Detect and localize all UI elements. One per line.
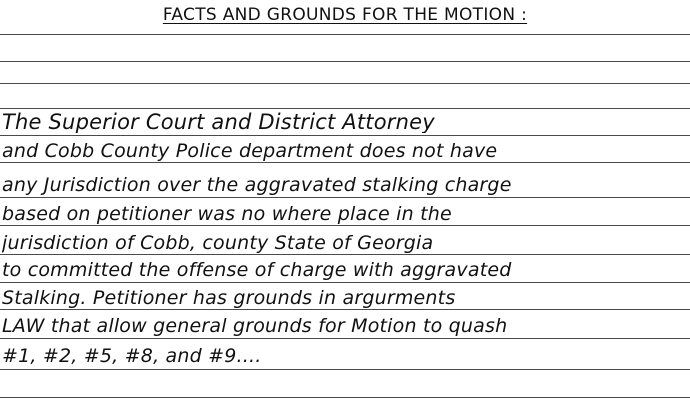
ruled-line bbox=[0, 282, 690, 283]
ruled-line bbox=[0, 197, 690, 198]
ruled-line bbox=[0, 369, 690, 370]
ruled-line bbox=[0, 135, 690, 136]
text-line-1: The Superior Court and District Attorney bbox=[2, 111, 435, 133]
text-line-8: LAW that allow general grounds for Motion to quash bbox=[2, 315, 508, 337]
ruled-line bbox=[0, 254, 690, 255]
ruled-line bbox=[0, 162, 690, 163]
ruled-line bbox=[0, 309, 690, 310]
ruled-line bbox=[0, 397, 690, 398]
text-line-4: based on petitioner was no where place in the bbox=[2, 203, 452, 225]
text-line-5: jurisdiction of Cobb, county State of Georgia bbox=[2, 232, 434, 254]
text-line-6: to committed the offense of charge with aggravated bbox=[2, 259, 512, 281]
ruled-line bbox=[0, 108, 690, 109]
ruled-line bbox=[0, 225, 690, 226]
text-line-7: Stalking. Petitioner has grounds in argurments bbox=[2, 287, 456, 309]
text-line-9: #1, #2, #5, #8, and #9.... bbox=[2, 345, 262, 367]
ruled-line bbox=[0, 34, 690, 35]
ruled-line bbox=[0, 338, 690, 339]
text-line-3: any Jurisdiction over the aggravated stalking charge bbox=[2, 174, 512, 196]
ruled-line bbox=[0, 83, 690, 84]
page-heading: FACTS AND GROUNDS FOR THE MOTION : bbox=[162, 5, 528, 25]
ruled-line bbox=[0, 61, 690, 62]
text-line-2: and Cobb County Police department does not have bbox=[2, 140, 498, 162]
